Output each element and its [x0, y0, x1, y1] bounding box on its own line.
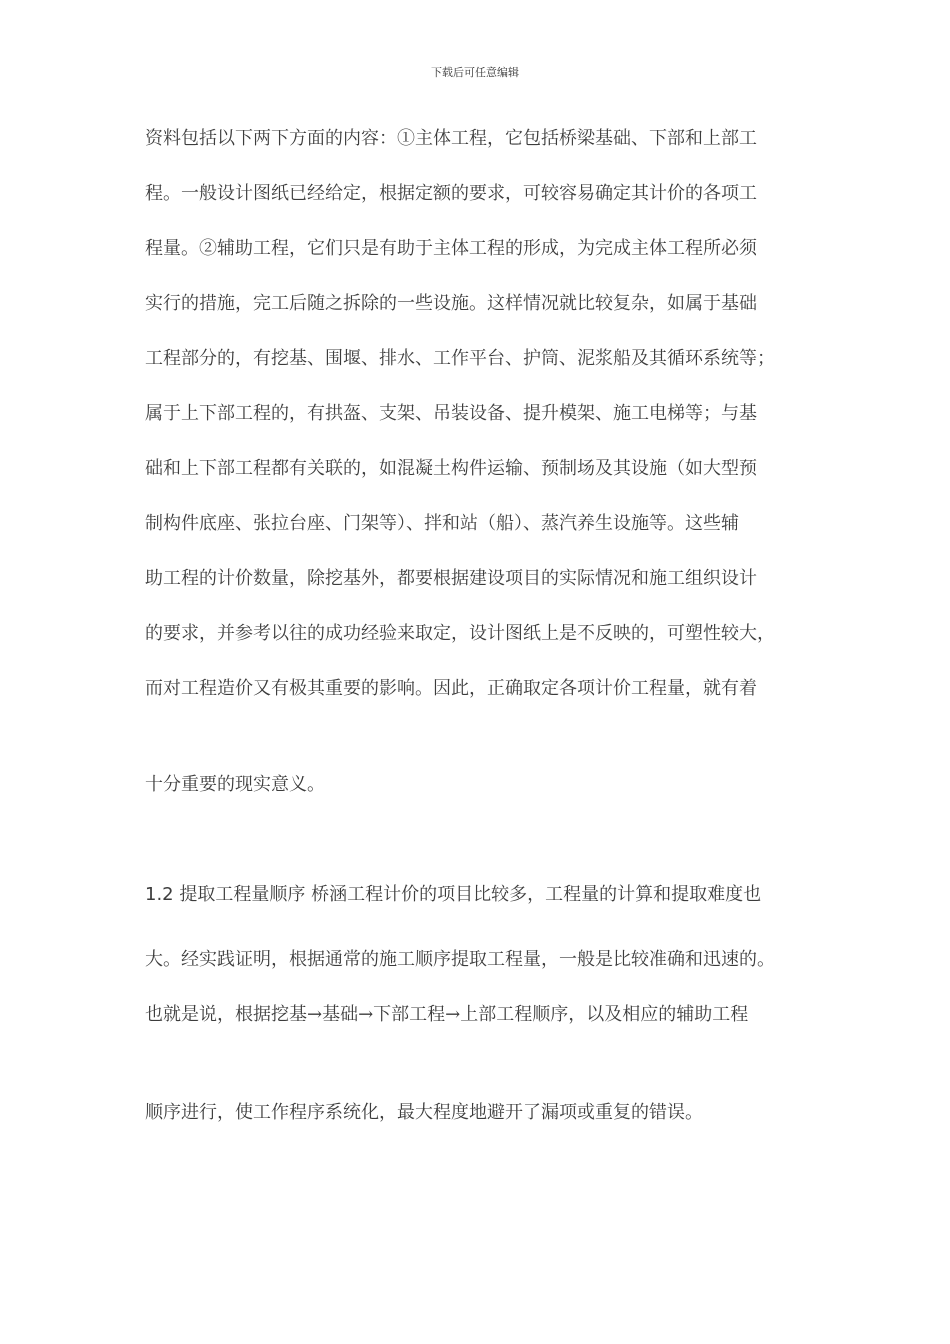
paragraph-line: 助工程的计价数量，除挖基外，都要根据建设项目的实际情况和施工组织设计 — [145, 568, 757, 589]
section-heading-text: 提取工程量顺序 桥涵工程计价的项目比较多，工程量的计算和提取难度也 — [173, 884, 762, 905]
paragraph-line: 实行的措施，完工后随之拆除的一些设施。这样情况就比较复杂，如属于基础 — [145, 293, 757, 314]
paragraph-line: 而对工程造价又有极其重要的影响。因此，正确取定各项计价工程量，就有着 — [145, 678, 757, 699]
paragraph-line: 工程部分的，有挖基、围堰、排水、工作平台、护筒、泥浆船及其循环系统等； — [145, 348, 775, 369]
section-line: 也就是说，根据挖基→基础→下部工程→上部工程顺序，以及相应的辅助工程 — [145, 1004, 749, 1025]
paragraph-line: 属于上下部工程的，有拱盔、支架、吊装设备、提升模架、施工电梯等；与基 — [145, 403, 757, 424]
paragraph-line: 的要求，并参考以往的成功经验来取定，设计图纸上是不反映的，可塑性较大， — [145, 623, 775, 644]
paragraph-line: 制构件底座、张拉台座、门架等）、拌和站（船）、蒸汽养生设施等。这些辅 — [145, 513, 739, 534]
paragraph-line: 资料包括以下两下方面的内容：①主体工程，它包括桥梁基础、下部和上部工 — [145, 128, 757, 149]
paragraph-line: 程。一般设计图纸已经给定，根据定额的要求，可较容易确定其计价的各项工 — [145, 183, 757, 204]
paragraph-line: 础和上下部工程都有关联的，如混凝土构件运输、预制场及其设施（如大型预 — [145, 458, 757, 479]
section-number: 1.2 — [145, 884, 174, 905]
page-header: 下载后可任意编辑 — [431, 66, 519, 79]
paragraph-line: 程量。②辅助工程，它们只是有助于主体工程的形成，为完成主体工程所必须 — [145, 238, 757, 259]
section-heading-line — [145, 880, 825, 906]
section-line: 大。经实践证明，根据通常的施工顺序提取工程量，一般是比较准确和迅速的。 — [145, 949, 775, 970]
section-line: 顺序进行，使工作程序系统化，最大程度地避开了漏项或重复的错误。 — [145, 1102, 703, 1123]
paragraph-line: 十分重要的现实意义。 — [145, 774, 325, 795]
